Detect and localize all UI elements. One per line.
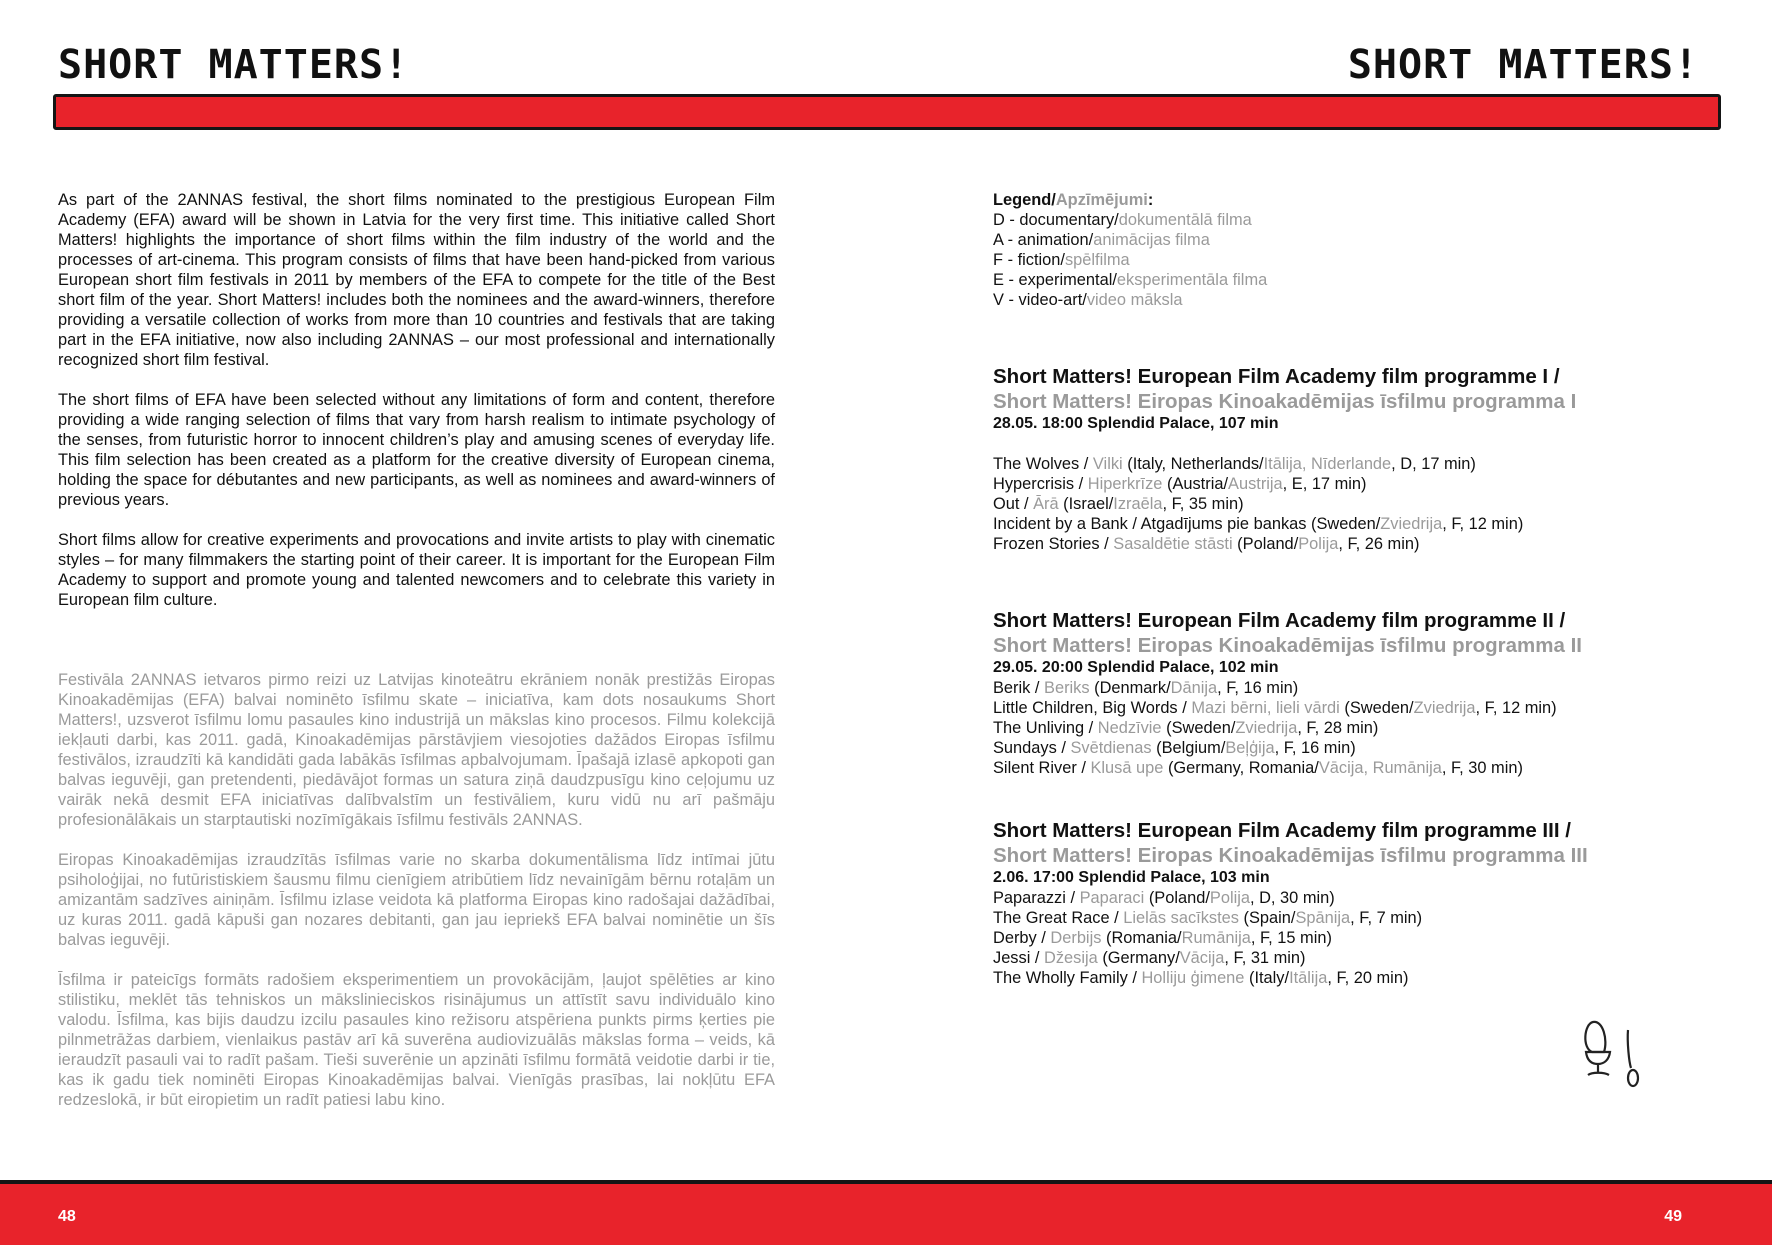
film-item: The Wolves / Vilki (Italy, Netherlands/Itālija, Nīderlande, D, 17 min): [993, 455, 1476, 473]
latvian-paragraph-3: Īsfilma ir pateicīgs formāts radošiem eksperimentiem un provokācijām, ļaujot spēlēties ar kino stilistiku, meklēt tās tehniskos un mākslinieciskos risinājumus un attīstīt savu individuālo kino valodu. Īsfilma, kas bijis daudzu izcilu pasaules kino režisoru atspēriena punkts pirms ķerties pie pilnmetrāžas darbiem, vienlaikus pastāv arī kā suverēna audiovizuālās mākslas forma – veids, kā ieraudzīt pasauli vai to radīt pašam. Tieši suverēnie un apzināti īsfilmu formātā veidotie darbi ir tie, kas ik gadu tiek nominēti Eiropas Kinoakadēmijas balvai. Vienīgās prasības, lai nokļūtu EFA redzeslokā, ir būt eiropietim un radīt patiesi labu kino.: [58, 971, 775, 1109]
left-page-body: [58, 190, 775, 1130]
programme-title-en: Short Matters! European Film Academy film programme III /: [993, 819, 1571, 842]
programme-screening-info: 29.05. 20:00 Splendid Palace, 102 min: [993, 659, 1279, 676]
film-item: Derby / Derbijs (Romania/Rumānija, F, 15 min): [993, 929, 1332, 947]
film-item: The Wholly Family / Holliju ģimene (Italy/Itālija, F, 20 min): [993, 969, 1409, 987]
film-list: [993, 678, 1693, 778]
latvian-paragraph-1: Festivāla 2ANNAS ietvaros pirmo reizi uz Latvijas kinoteātru ekrāniem nonāk prestižās Eiropas Kinoakadēmijas (EFA) balvai nominēto īsfilmu skate – iniciatīva, kam dots nosaukums Short Matters!, uzsverot īsfilmu lomu pasaules kino industrijā un mākslas kino procesos. Filmu kolekcijā iekļauti darbi, kas 2011. gadā, Kinoakadēmijas pārstāvjiem viesojoties dažādos Eiropas īsfilmu festivālos, izraudzīti kā kandidāti gada labākās īsfilmas apbalvojumam. Īpašajā izlasē apkopoti gan balvas ieguvēji, gan pretendenti, piedāvājot formas un satura ziņā daudzpusīgu kino ceļojumu uz vairāk nekā desmit EFA iniciatīvas dalībvalstīm un festivāliem, kuru vidū nu arī pašmāju profesionālākais un starptautiski nozīmīgākais īsfilmu festivāls 2ANNAS.: [58, 671, 775, 829]
film-item: Sundays / Svētdienas (Belgium/Beļģija, F, 16 min): [993, 739, 1356, 757]
header-red-bar: [53, 94, 1721, 130]
film-item: Incident by a Bank / Atgadījums pie bankas (Sweden/Zviedrija, F, 12 min): [993, 515, 1524, 533]
film-item: Hypercrisis / Hiperkrīze (Austria/Austrija, E, 17 min): [993, 475, 1367, 493]
film-item: The Unliving / Nedzīvie (Sweden/Zviedrija, F, 28 min): [993, 719, 1379, 737]
egg-cup-doodle-icon: [1578, 1018, 1648, 1090]
programme-title-lv: Short Matters! Eiropas Kinoakadēmijas īsfilmu programma III: [993, 844, 1588, 867]
page-title-left: SHORT MATTERS!: [58, 42, 410, 88]
film-item: The Great Race / Lielās sacīkstes (Spain/Spānija, F, 7 min): [993, 909, 1423, 927]
right-page-body: [993, 190, 1693, 988]
programme-screening-info: 28.05. 18:00 Splendid Palace, 107 min: [993, 415, 1279, 432]
english-paragraph-2: The short films of EFA have been selected without any limitations of form and content, therefore providing a wide ranging selection of films that vary from harsh realism to intimate psychology of the senses, from futuristic horror to innocent children’s play and amusing scenes of everyday life. This film selection has been created as a platform for the creative diversity of European cinema, holding the space for débutantes and new participants, as well as nominees and award-winners of previous years.: [58, 391, 775, 509]
film-item: Frozen Stories / Sasaldētie stāsti (Poland/Polija, F, 26 min): [993, 535, 1420, 553]
film-item: Berik / Beriks (Denmark/Dānija, F, 16 min): [993, 679, 1299, 697]
film-item: Little Children, Big Words / Mazi bērni, lieli vārdi (Sweden/Zviedrija, F, 12 min): [993, 699, 1557, 717]
legend-item: D - documentary/dokumentālā filma: [993, 211, 1252, 229]
programme-screening-info: 2.06. 17:00 Splendid Palace, 103 min: [993, 869, 1270, 886]
page-number-right: 49: [1664, 1208, 1682, 1225]
programme-title-lv: Short Matters! Eiropas Kinoakadēmijas īsfilmu programma I: [993, 390, 1577, 413]
footer-red-bar: [0, 1180, 1772, 1245]
legend: [993, 190, 1693, 310]
english-paragraph-3: Short films allow for creative experiments and provocations and invite artists to play with cinematic styles – for many filmmakers the starting point of their career. It is important for the European Film Academy to support and promote young and talented newcomers and to celebrate this variety in European film culture.: [58, 531, 775, 609]
film-list: [993, 454, 1693, 554]
english-paragraph-1: As part of the 2ANNAS festival, the short films nominated to the prestigious European Film Academy (EFA) award will be shown in Latvia for the very first time. This initiative called Short Matters! highlights the importance of short films within the film industry of the world and the processes of art-cinema. This program consists of films that have been hand-picked from various European short film festivals in 2011 by members of the EFA to compete for the title of the Best short film of the year. Short Matters! includes both the nominees and the award-winners, therefore providing a versatile collection of works from more than 10 countries and festivals that are taking part in the EFA initiative, now also including 2ANNAS – our most professional and internationally recognized short film festival.: [58, 191, 775, 369]
programme-title-en: Short Matters! European Film Academy film programme I /: [993, 365, 1560, 388]
latvian-paragraph-2: Eiropas Kinoakadēmijas izraudzītās īsfilmas varie no skarba dokumentālisma līdz intīmai jūtu psiholoģijai, no futūristiskiem šausmu filmu cienīgiem atribūtiem līdz nevainīgām bērnu rotaļām un amizantām sadzīves ainiņām. Īsfilmu izlase veidota kā platforma Eiropas kino radošajai dažādībai, uz kuras 2011. gadā kāpuši gan nozares debitanti, gan jau iepriekš EFA balvai nominētie un šīs balvas ieguvēji.: [58, 851, 775, 949]
film-item: Silent River / Klusā upe (Germany, Romania/Vācija, Rumānija, F, 30 min): [993, 759, 1523, 777]
page-number-left: 48: [58, 1208, 76, 1225]
legend-item: F - fiction/spēlfilma: [993, 251, 1130, 269]
film-item: Out / Ārā (Israel/Izraēla, F, 35 min): [993, 495, 1244, 513]
film-item: Paparazzi / Paparaci (Poland/Polija, D, 30 min): [993, 889, 1335, 907]
film-item: Jessi / Džesija (Germany/Vācija, F, 31 min): [993, 949, 1306, 967]
page-title-right: SHORT MATTERS!: [1347, 42, 1699, 88]
legend-item: A - animation/animācijas filma: [993, 231, 1210, 249]
programme-title-en: Short Matters! European Film Academy film programme II /: [993, 609, 1566, 632]
legend-title: Legend/Apzīmējumi:: [993, 191, 1154, 209]
programme-2: [993, 608, 1693, 778]
programme-title-lv: Short Matters! Eiropas Kinoakadēmijas īsfilmu programma II: [993, 634, 1582, 657]
film-list: [993, 888, 1693, 988]
programme-1: [993, 364, 1693, 554]
legend-item: E - experimental/eksperimentāla filma: [993, 271, 1268, 289]
legend-item: V - video-art/video māksla: [993, 291, 1183, 309]
programme-3: [993, 818, 1693, 988]
